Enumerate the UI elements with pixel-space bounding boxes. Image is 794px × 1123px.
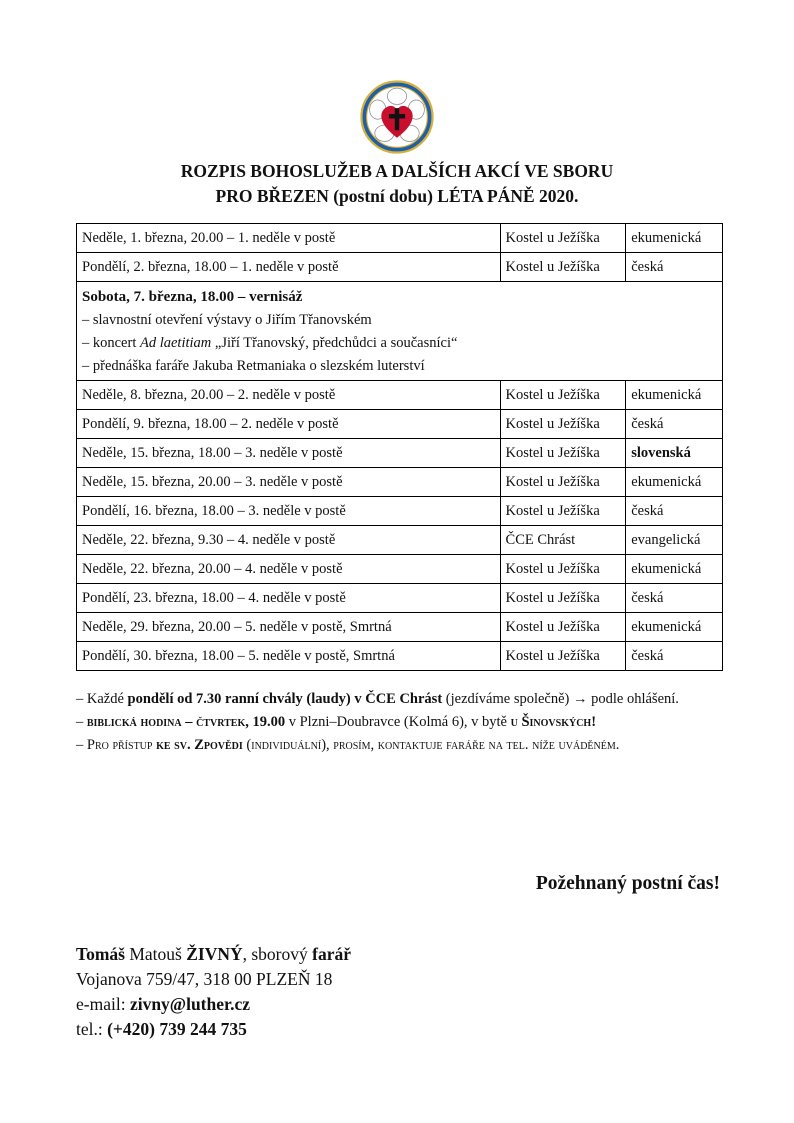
table-row xyxy=(77,555,723,584)
table-row xyxy=(77,410,723,439)
title-line-1: ROZPIS BOHOSLUŽEB A DALŠÍCH AKCÍ VE SBORU xyxy=(180,161,614,181)
address-line: Vojanova 759/47, 318 00 PLZEŇ 18 xyxy=(76,969,333,989)
language-cell: česká xyxy=(626,410,723,439)
table-row xyxy=(77,526,723,555)
special-event-cell xyxy=(77,282,723,381)
table-row xyxy=(77,439,723,468)
event-cell: Pondělí, 30. března, 18.00 – 5. neděle v postě, Smrtná xyxy=(77,642,501,671)
event-cell: Pondělí, 2. března, 18.00 – 1. neděle v postě xyxy=(77,253,501,282)
event-cell: Neděle, 22. března, 20.00 – 4. neděle v postě xyxy=(77,555,501,584)
luther-rose-logo xyxy=(360,80,434,154)
note-text: (individuální), prosím, kontaktuje faráře na tel. níže uváděném. xyxy=(242,737,620,753)
language-cell: ekumenická xyxy=(626,613,723,642)
special-event-line xyxy=(82,332,717,355)
title-line-2: PRO BŘEZEN (postní dobu) LÉTA PÁNĚ 2020. xyxy=(215,186,579,206)
note-morning-prayer xyxy=(76,688,722,711)
role-text: , sborový xyxy=(242,944,313,964)
email-label: e-mail: xyxy=(76,994,130,1014)
place-cell: Kostel u Ježíška xyxy=(500,439,626,468)
note-text-bold: pondělí od 7.30 ranní chvály (laudy) v ČCE Chrást xyxy=(127,691,443,707)
place-cell: Kostel u Ježíška xyxy=(500,584,626,613)
note-text-bold: biblická hodina – čtvrtek, 19.00 xyxy=(86,714,286,730)
language-cell: česká xyxy=(626,642,723,671)
table-row xyxy=(77,253,723,282)
language-cell: česká xyxy=(626,497,723,526)
phone-value: (+420) 739 244 735 xyxy=(107,1019,247,1039)
place-cell: Kostel u Ježíška xyxy=(500,642,626,671)
table-row xyxy=(77,381,723,410)
signature-name-line xyxy=(76,942,351,967)
place-cell: ČCE Chrást xyxy=(500,526,626,555)
blessing-text: Požehnaný postní čas! xyxy=(535,873,720,894)
concert-ensemble: Ad laetitiam xyxy=(139,335,212,351)
language-cell: slovenská xyxy=(626,439,723,468)
place-cell: Kostel u Ježíška xyxy=(500,224,626,253)
event-cell: Neděle, 15. března, 18.00 – 3. neděle v postě xyxy=(77,439,501,468)
table-row xyxy=(77,224,723,253)
table-row xyxy=(77,584,723,613)
table-row xyxy=(77,642,723,671)
language-cell: česká xyxy=(626,253,723,282)
table-row xyxy=(77,613,723,642)
email-line xyxy=(76,992,351,1017)
table-row xyxy=(77,497,723,526)
note-confession xyxy=(76,734,722,757)
place-cell: Kostel u Ježíška xyxy=(500,497,626,526)
schedule-table xyxy=(76,223,723,671)
phone-line xyxy=(76,1017,351,1042)
special-event-row xyxy=(77,282,723,381)
note-text: – Pro přístup xyxy=(76,737,157,753)
phone-label: tel.: xyxy=(76,1019,108,1039)
signature-block xyxy=(76,942,351,1042)
language-cell: ekumenická xyxy=(626,468,723,497)
language-cell: ekumenická xyxy=(626,381,723,410)
note-text-bold: ke sv. Zpovědi xyxy=(156,737,243,753)
special-event-line: – přednáška faráře Jakuba Retmaniaka o slezském luterství xyxy=(82,358,425,374)
note-text: (jezdíváme společně) → podle ohlášení. xyxy=(442,691,679,707)
event-cell: Neděle, 8. března, 20.00 – 2. neděle v postě xyxy=(77,381,501,410)
language-cell: evangelická xyxy=(626,526,723,555)
middle-name: Matouš xyxy=(124,944,187,964)
event-cell: Neděle, 15. března, 20.00 – 3. neděle v postě xyxy=(77,468,501,497)
language-cell: ekumenická xyxy=(626,224,723,253)
table-row xyxy=(77,468,723,497)
language-cell: česká xyxy=(626,584,723,613)
event-cell: Pondělí, 9. března, 18.00 – 2. neděle v postě xyxy=(77,410,501,439)
place-cell: Kostel u Ježíška xyxy=(500,468,626,497)
special-event-line: – slavnostní otevření výstavy o Jiřím Třanovském xyxy=(82,312,372,328)
event-cell: Pondělí, 16. března, 18.00 – 3. neděle v postě xyxy=(77,497,501,526)
note-text: – xyxy=(76,714,87,730)
note-text-bold: u Šinovských! xyxy=(510,714,597,730)
special-event-heading: Sobota, 7. března, 18.00 – vernisáž xyxy=(82,289,303,305)
role-title: farář xyxy=(312,944,352,964)
place-cell: Kostel u Ježíška xyxy=(500,381,626,410)
note-text: v Plzni–Doubravce (Kolmá 6), v bytě xyxy=(285,714,511,730)
place-cell: Kostel u Ježíška xyxy=(500,253,626,282)
event-cell: Neděle, 22. března, 9.30 – 4. neděle v postě xyxy=(77,526,501,555)
event-cell: Neděle, 29. března, 20.00 – 5. neděle v postě, Smrtná xyxy=(77,613,501,642)
note-bible-hour xyxy=(76,711,722,734)
language-cell: ekumenická xyxy=(626,555,723,584)
place-cell: Kostel u Ježíška xyxy=(500,555,626,584)
notes-section xyxy=(76,688,722,757)
email-value: zivny@luther.cz xyxy=(129,994,251,1014)
event-cell: Neděle, 1. března, 20.00 – 1. neděle v postě xyxy=(77,224,501,253)
place-cell: Kostel u Ježíška xyxy=(500,613,626,642)
note-text: – Každé xyxy=(76,691,128,707)
first-name: Tomáš xyxy=(76,944,125,964)
place-cell: Kostel u Ježíška xyxy=(500,410,626,439)
event-cell: Pondělí, 23. března, 18.00 – 4. neděle v postě xyxy=(77,584,501,613)
last-name: ŽIVNÝ xyxy=(186,944,243,964)
concert-title: „Jiří Třanovský, předchůdci a současníci“ xyxy=(211,335,458,351)
concert-prefix: – koncert xyxy=(82,335,140,351)
